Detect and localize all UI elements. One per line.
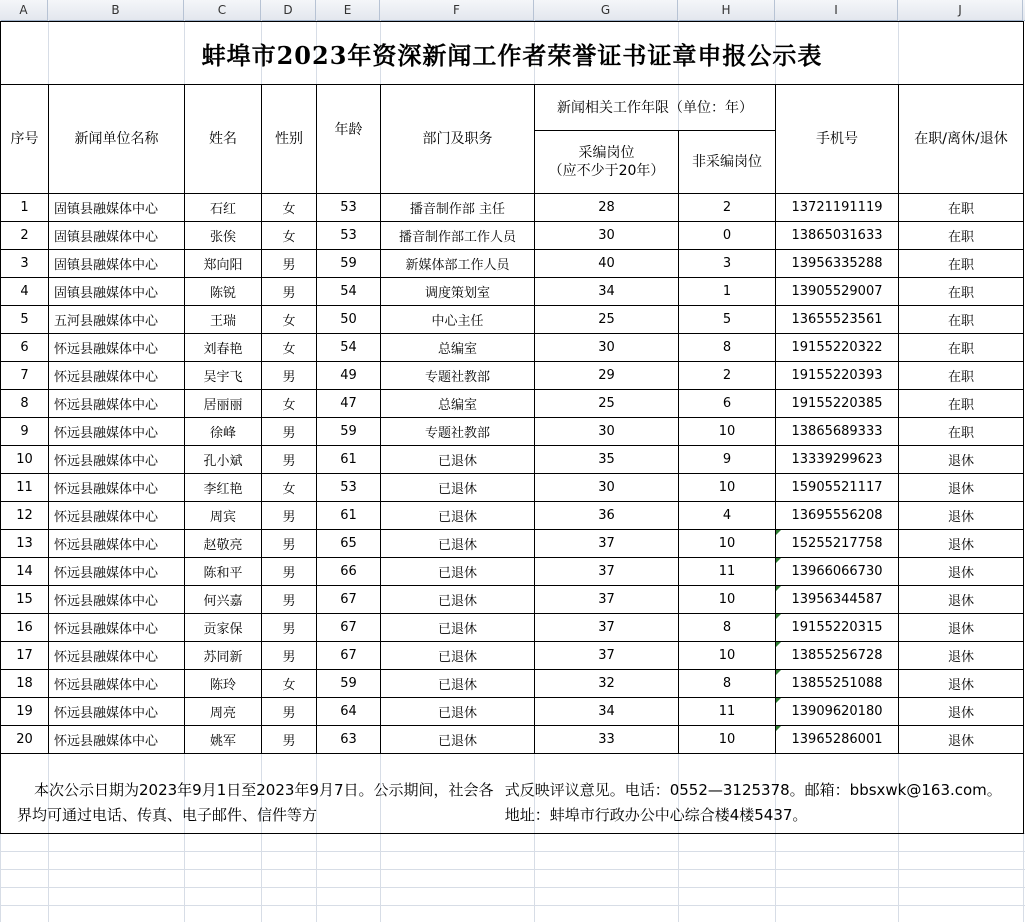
header-gender[interactable]: 性别: [261, 84, 317, 194]
notice-line-1: 本次公示日期为2023年9月1日至2023年9月7日。公示期间，社会各界均可通过电话、传真、电子邮件、信件等方: [17, 780, 494, 824]
cell-phone[interactable]: 13956335288: [775, 249, 899, 278]
cell-unit[interactable]: 固镇县融媒体中心: [48, 221, 185, 250]
column-letter-a[interactable]: A: [0, 0, 48, 20]
cell-phone[interactable]: 13695556208: [775, 501, 899, 530]
cell-status[interactable]: 退休: [898, 585, 1024, 614]
cell-name[interactable]: 石红: [184, 193, 262, 222]
cell-editorial[interactable]: 35: [534, 445, 679, 474]
cell-gender[interactable]: 男: [261, 725, 317, 754]
header-dept[interactable]: 部门及职务: [380, 84, 535, 194]
cell-dept[interactable]: 已退休: [380, 557, 535, 586]
cell-age[interactable]: 66: [316, 557, 381, 586]
cell-seq[interactable]: 11: [0, 473, 49, 502]
cell-dept[interactable]: 已退休: [380, 669, 535, 698]
cell-age[interactable]: 54: [316, 333, 381, 362]
notice-text[interactable]: [0, 753, 1024, 834]
error-indicator-icon: [776, 614, 781, 619]
cell-phone[interactable]: 13966066730: [775, 557, 899, 586]
cell-non-editorial[interactable]: 8: [678, 613, 776, 642]
cell-seq[interactable]: 14: [0, 557, 49, 586]
cell-gender[interactable]: 女: [261, 473, 317, 502]
cell-age[interactable]: 59: [316, 249, 381, 278]
cell-status[interactable]: 退休: [898, 697, 1024, 726]
cell-unit[interactable]: 怀远县融媒体中心: [48, 641, 185, 670]
cell-seq[interactable]: 18: [0, 669, 49, 698]
cell-name[interactable]: 周宾: [184, 501, 262, 530]
cell-non-editorial[interactable]: 2: [678, 193, 776, 222]
cell-age[interactable]: 49: [316, 361, 381, 390]
cell-name[interactable]: 苏同新: [184, 641, 262, 670]
cell-age[interactable]: 54: [316, 277, 381, 306]
cell-age[interactable]: 61: [316, 501, 381, 530]
cell-age[interactable]: 67: [316, 585, 381, 614]
cell-gender[interactable]: 女: [261, 669, 317, 698]
cell-non-editorial[interactable]: 3: [678, 249, 776, 278]
header-unit[interactable]: 新闻单位名称: [48, 84, 185, 194]
cell-gender[interactable]: 男: [261, 249, 317, 278]
cell-unit[interactable]: 怀远县融媒体中心: [48, 445, 185, 474]
cell-age[interactable]: 59: [316, 417, 381, 446]
cell-seq[interactable]: 13: [0, 529, 49, 558]
cell-name[interactable]: 李红艳: [184, 473, 262, 502]
cell-dept[interactable]: 已退休: [380, 697, 535, 726]
cell-dept[interactable]: 已退休: [380, 445, 535, 474]
cell-seq[interactable]: 4: [0, 277, 49, 306]
cell-editorial[interactable]: 29: [534, 361, 679, 390]
cell-status[interactable]: 退休: [898, 473, 1024, 502]
cell-unit[interactable]: 怀远县融媒体中心: [48, 585, 185, 614]
cell-dept[interactable]: 专题社教部: [380, 417, 535, 446]
cell-status[interactable]: 退休: [898, 501, 1024, 530]
cell-unit[interactable]: 怀远县融媒体中心: [48, 361, 185, 390]
column-letter-h[interactable]: H: [678, 0, 775, 20]
header-editorial-line-1: 采编岗位: [578, 145, 635, 161]
cell-gender[interactable]: 女: [261, 221, 317, 250]
cell-phone[interactable]: 13855256728: [775, 641, 899, 670]
cell-name[interactable]: 贡家保: [184, 613, 262, 642]
header-editorial[interactable]: [534, 130, 679, 194]
header-age[interactable]: 年龄: [316, 84, 381, 194]
cell-phone[interactable]: 13865031633: [775, 221, 899, 250]
cell-age[interactable]: 64: [316, 697, 381, 726]
cell-non-editorial[interactable]: 8: [678, 333, 776, 362]
cell-seq[interactable]: 10: [0, 445, 49, 474]
cell-name[interactable]: 何兴嘉: [184, 585, 262, 614]
cell-status[interactable]: 退休: [898, 725, 1024, 754]
column-letter-g[interactable]: G: [534, 0, 678, 20]
cell-non-editorial[interactable]: 8: [678, 669, 776, 698]
cell-status[interactable]: 退休: [898, 445, 1024, 474]
cell-seq[interactable]: 9: [0, 417, 49, 446]
cell-dept[interactable]: 已退休: [380, 725, 535, 754]
cell-phone[interactable]: 13721191119: [775, 193, 899, 222]
cell-dept[interactable]: 专题社教部: [380, 361, 535, 390]
cell-editorial[interactable]: 37: [534, 557, 679, 586]
cell-seq[interactable]: 7: [0, 361, 49, 390]
cell-status[interactable]: 在职: [898, 221, 1024, 250]
cell-unit[interactable]: 怀远县融媒体中心: [48, 669, 185, 698]
cell-gender[interactable]: 女: [261, 389, 317, 418]
cell-seq[interactable]: 19: [0, 697, 49, 726]
error-indicator-icon: [776, 670, 781, 675]
cell-editorial[interactable]: 34: [534, 697, 679, 726]
cell-editorial[interactable]: 34: [534, 277, 679, 306]
gridline-horizontal: [0, 905, 1025, 906]
column-letter-c[interactable]: C: [184, 0, 261, 20]
cell-editorial[interactable]: 37: [534, 529, 679, 558]
cell-phone[interactable]: 15905521117: [775, 473, 899, 502]
cell-non-editorial[interactable]: 0: [678, 221, 776, 250]
cell-age[interactable]: 63: [316, 725, 381, 754]
cell-age[interactable]: 67: [316, 641, 381, 670]
cell-non-editorial[interactable]: 10: [678, 725, 776, 754]
cell-age[interactable]: 53: [316, 193, 381, 222]
cell-unit[interactable]: 怀远县融媒体中心: [48, 473, 185, 502]
cell-name[interactable]: 王瑞: [184, 305, 262, 334]
header-seq[interactable]: 序号: [0, 84, 49, 194]
header-non-editorial[interactable]: 非采编岗位: [678, 130, 776, 194]
cell-age[interactable]: 65: [316, 529, 381, 558]
cell-unit[interactable]: 五河县融媒体中心: [48, 305, 185, 334]
column-letter-b[interactable]: B: [48, 0, 184, 20]
cell-seq[interactable]: 12: [0, 501, 49, 530]
cell-status[interactable]: 退休: [898, 557, 1024, 586]
column-header-bar: [0, 0, 1025, 21]
cell-unit[interactable]: 固镇县融媒体中心: [48, 277, 185, 306]
cell-dept[interactable]: 调度策划室: [380, 277, 535, 306]
cell-unit[interactable]: 怀远县融媒体中心: [48, 613, 185, 642]
cell-age[interactable]: 53: [316, 221, 381, 250]
cell-unit[interactable]: 怀远县融媒体中心: [48, 501, 185, 530]
cell-editorial[interactable]: 25: [534, 389, 679, 418]
cell-unit[interactable]: 怀远县融媒体中心: [48, 697, 185, 726]
cell-gender[interactable]: 男: [261, 501, 317, 530]
cell-unit[interactable]: 固镇县融媒体中心: [48, 193, 185, 222]
cell-status[interactable]: 在职: [898, 417, 1024, 446]
cell-unit[interactable]: 怀远县融媒体中心: [48, 725, 185, 754]
cell-seq[interactable]: 20: [0, 725, 49, 754]
cell-dept[interactable]: 总编室: [380, 333, 535, 362]
cell-editorial[interactable]: 30: [534, 221, 679, 250]
cell-gender[interactable]: 男: [261, 697, 317, 726]
cell-unit[interactable]: 怀远县融媒体中心: [48, 389, 185, 418]
column-letter-d[interactable]: D: [261, 0, 316, 20]
cell-editorial[interactable]: 36: [534, 501, 679, 530]
cell-phone[interactable]: 19155220393: [775, 361, 899, 390]
notice-line-2: 式反映评议意见。电话：0552—3125378。邮箱：bbsxwk@163.com。地址：蚌埠市行政办公中心综合楼4楼5437。: [504, 780, 1002, 824]
cell-non-editorial[interactable]: 11: [678, 557, 776, 586]
column-letter-j[interactable]: J: [898, 0, 1023, 20]
cell-age[interactable]: 59: [316, 669, 381, 698]
cell-editorial[interactable]: 37: [534, 613, 679, 642]
sheet-title[interactable]: 蚌埠市2023年资深新闻工作者荣誉证书证章申报公示表: [0, 21, 1024, 85]
cell-editorial[interactable]: 30: [534, 333, 679, 362]
cell-editorial[interactable]: 33: [534, 725, 679, 754]
cell-non-editorial[interactable]: 10: [678, 585, 776, 614]
cell-name[interactable]: 吴宇飞: [184, 361, 262, 390]
cell-dept[interactable]: 已退休: [380, 529, 535, 558]
cell-name[interactable]: 孔小斌: [184, 445, 262, 474]
cell-seq[interactable]: 16: [0, 613, 49, 642]
header-phone[interactable]: 手机号: [775, 84, 899, 194]
cell-phone[interactable]: 13905529007: [775, 277, 899, 306]
cell-gender[interactable]: 男: [261, 585, 317, 614]
cell-age[interactable]: 53: [316, 473, 381, 502]
cell-name[interactable]: 陈和平: [184, 557, 262, 586]
cell-status[interactable]: 在职: [898, 389, 1024, 418]
cell-unit[interactable]: 怀远县融媒体中心: [48, 529, 185, 558]
cell-status[interactable]: 在职: [898, 193, 1024, 222]
cell-gender[interactable]: 男: [261, 445, 317, 474]
column-letter-f[interactable]: F: [380, 0, 534, 20]
cell-name[interactable]: 姚军: [184, 725, 262, 754]
cell-dept[interactable]: 已退休: [380, 641, 535, 670]
cell-name[interactable]: 周亮: [184, 697, 262, 726]
cell-age[interactable]: 47: [316, 389, 381, 418]
cell-gender[interactable]: 女: [261, 333, 317, 362]
cell-phone[interactable]: 13909620180: [775, 697, 899, 726]
error-indicator-icon: [776, 726, 781, 731]
column-letter-i[interactable]: I: [775, 0, 898, 20]
column-letter-e[interactable]: E: [316, 0, 380, 20]
cell-non-editorial[interactable]: 11: [678, 697, 776, 726]
cell-status[interactable]: 退休: [898, 669, 1024, 698]
cell-seq[interactable]: 1: [0, 193, 49, 222]
cell-dept[interactable]: 播音制作部 主任: [380, 193, 535, 222]
cell-name[interactable]: 郑向阳: [184, 249, 262, 278]
cell-editorial[interactable]: 37: [534, 585, 679, 614]
cell-seq[interactable]: 5: [0, 305, 49, 334]
cell-non-editorial[interactable]: 2: [678, 361, 776, 390]
cell-editorial[interactable]: 40: [534, 249, 679, 278]
cell-name[interactable]: 刘春艳: [184, 333, 262, 362]
cell-gender[interactable]: 男: [261, 417, 317, 446]
cell-dept[interactable]: 新媒体部工作人员: [380, 249, 535, 278]
gridline-horizontal: [0, 869, 1025, 870]
cell-phone[interactable]: 13865689333: [775, 417, 899, 446]
cell-editorial[interactable]: 32: [534, 669, 679, 698]
error-indicator-icon: [776, 698, 781, 703]
cell-seq[interactable]: 17: [0, 641, 49, 670]
error-indicator-icon: [776, 586, 781, 591]
cell-seq[interactable]: 6: [0, 333, 49, 362]
cell-gender[interactable]: 男: [261, 557, 317, 586]
cell-name[interactable]: 张俟: [184, 221, 262, 250]
cell-status[interactable]: 在职: [898, 333, 1024, 362]
header-years-group[interactable]: 新闻相关工作年限（单位：年）: [534, 84, 776, 131]
header-editorial-line-2: （应不少于20年）: [548, 163, 665, 179]
cell-phone[interactable]: 13965286001: [775, 725, 899, 754]
cell-gender[interactable]: 男: [261, 641, 317, 670]
cell-non-editorial[interactable]: 10: [678, 641, 776, 670]
cell-editorial[interactable]: 37: [534, 641, 679, 670]
header-status[interactable]: 在职/离休/退休: [898, 84, 1024, 194]
header-name[interactable]: 姓名: [184, 84, 262, 194]
cell-age[interactable]: 67: [316, 613, 381, 642]
cell-non-editorial[interactable]: 10: [678, 417, 776, 446]
cell-unit[interactable]: 固镇县融媒体中心: [48, 249, 185, 278]
error-indicator-icon: [776, 530, 781, 535]
cell-phone[interactable]: 13655523561: [775, 305, 899, 334]
cell-status[interactable]: 在职: [898, 249, 1024, 278]
cell-dept[interactable]: 总编室: [380, 389, 535, 418]
cell-non-editorial[interactable]: 10: [678, 473, 776, 502]
cell-dept[interactable]: 已退休: [380, 585, 535, 614]
cell-non-editorial[interactable]: 1: [678, 277, 776, 306]
error-indicator-icon: [776, 558, 781, 563]
cell-dept[interactable]: 中心主任: [380, 305, 535, 334]
cell-name[interactable]: 陈锐: [184, 277, 262, 306]
cell-phone[interactable]: 13855251088: [775, 669, 899, 698]
cell-name[interactable]: 居丽丽: [184, 389, 262, 418]
cell-phone[interactable]: 13339299623: [775, 445, 899, 474]
cell-age[interactable]: 50: [316, 305, 381, 334]
cell-dept[interactable]: 播音制作部工作人员: [380, 221, 535, 250]
gridline-horizontal: [0, 887, 1025, 888]
cell-unit[interactable]: 怀远县融媒体中心: [48, 557, 185, 586]
cell-gender[interactable]: 男: [261, 613, 317, 642]
cell-editorial[interactable]: 28: [534, 193, 679, 222]
cell-editorial[interactable]: 25: [534, 305, 679, 334]
cell-gender[interactable]: 女: [261, 305, 317, 334]
cell-gender[interactable]: 女: [261, 193, 317, 222]
cell-age[interactable]: 61: [316, 445, 381, 474]
cell-non-editorial[interactable]: 5: [678, 305, 776, 334]
cell-phone[interactable]: 15255217758: [775, 529, 899, 558]
cell-gender[interactable]: 男: [261, 277, 317, 306]
cell-phone[interactable]: 13956344587: [775, 585, 899, 614]
cell-phone[interactable]: 19155220322: [775, 333, 899, 362]
cell-seq[interactable]: 3: [0, 249, 49, 278]
cell-status[interactable]: 在职: [898, 305, 1024, 334]
cell-name[interactable]: 徐峰: [184, 417, 262, 446]
cell-dept[interactable]: 已退休: [380, 473, 535, 502]
cell-editorial[interactable]: 30: [534, 417, 679, 446]
cell-non-editorial[interactable]: 6: [678, 389, 776, 418]
cell-status[interactable]: 在职: [898, 361, 1024, 390]
cell-dept[interactable]: 已退休: [380, 501, 535, 530]
cell-editorial[interactable]: 30: [534, 473, 679, 502]
cell-unit[interactable]: 怀远县融媒体中心: [48, 333, 185, 362]
cell-seq[interactable]: 15: [0, 585, 49, 614]
cell-gender[interactable]: 男: [261, 529, 317, 558]
cell-status[interactable]: 退休: [898, 641, 1024, 670]
cell-name[interactable]: 赵敬亮: [184, 529, 262, 558]
cell-status[interactable]: 退休: [898, 529, 1024, 558]
cell-seq[interactable]: 8: [0, 389, 49, 418]
error-indicator-icon: [776, 642, 781, 647]
gridline-horizontal: [0, 851, 1025, 852]
cell-non-editorial[interactable]: 9: [678, 445, 776, 474]
cell-name[interactable]: 陈玲: [184, 669, 262, 698]
cell-dept[interactable]: 已退休: [380, 613, 535, 642]
cell-non-editorial[interactable]: 10: [678, 529, 776, 558]
cell-seq[interactable]: 2: [0, 221, 49, 250]
cell-phone[interactable]: 19155220385: [775, 389, 899, 418]
cell-status[interactable]: 退休: [898, 613, 1024, 642]
cell-gender[interactable]: 男: [261, 361, 317, 390]
cell-status[interactable]: 在职: [898, 277, 1024, 306]
cell-unit[interactable]: 怀远县融媒体中心: [48, 417, 185, 446]
cell-non-editorial[interactable]: 4: [678, 501, 776, 530]
cell-phone[interactable]: 19155220315: [775, 613, 899, 642]
